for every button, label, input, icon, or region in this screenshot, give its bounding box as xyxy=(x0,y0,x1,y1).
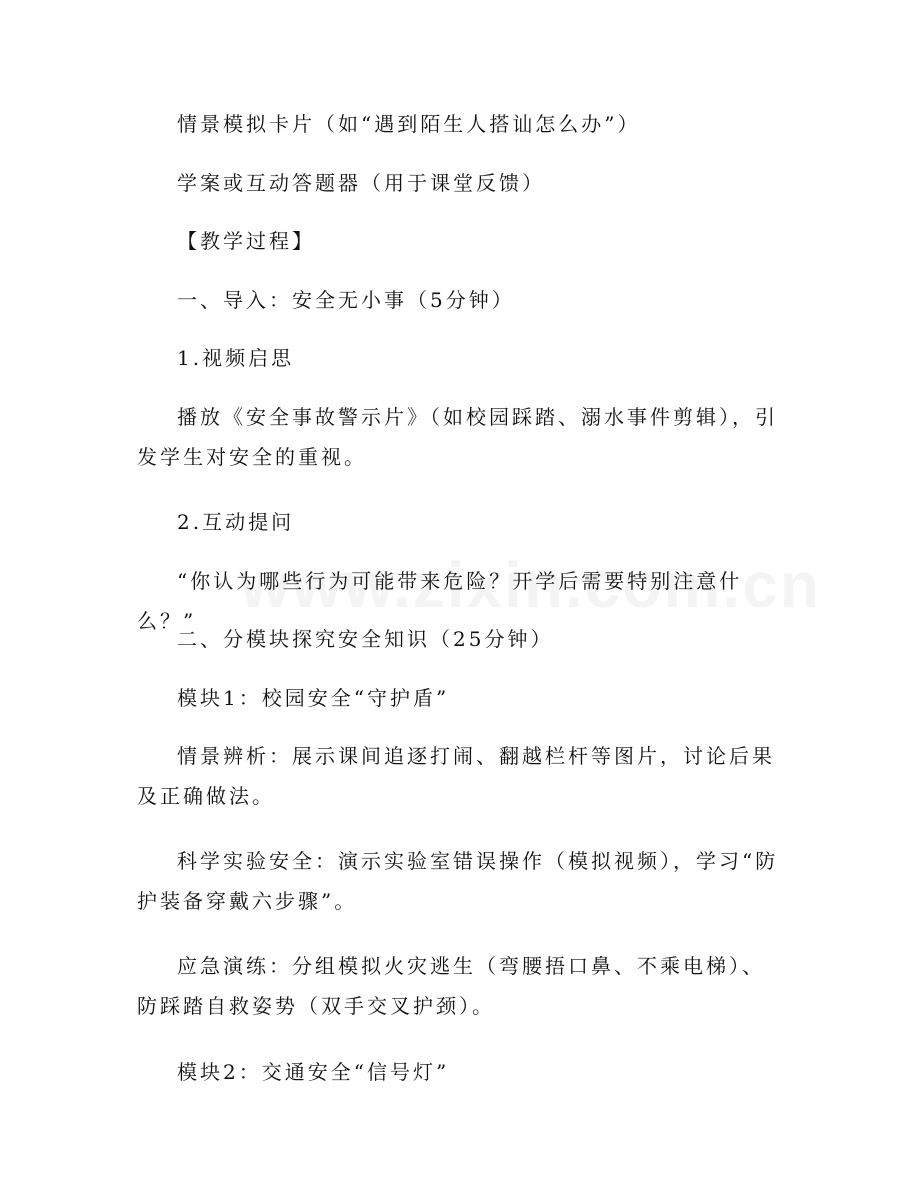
step-question-heading: 2.互动提问 xyxy=(177,510,295,534)
scenario-analysis: 情景辨析：展示课间追逐打闹、翻越栏杆等图片，讨论后果及正确做法。 xyxy=(137,744,775,808)
video-description: 播放《安全事故警示片》（如校园踩踏、溺水事件剪辑），引发学生对安全的重视。 xyxy=(137,405,778,469)
question-text: “你认为哪些行为可能带来危险？开学后需要特别注意什么？” xyxy=(137,569,743,633)
step-video-heading: 1.视频启思 xyxy=(177,346,295,370)
part-one-heading: 一、导入：安全无小事（5分钟） xyxy=(177,288,515,312)
section-heading-teaching-process: 【教学过程】 xyxy=(177,229,315,253)
materials-scenario-cards: 情景模拟卡片（如“遇到陌生人搭讪怎么办”） xyxy=(177,112,641,136)
emergency-drill: 应急演练：分组模拟火灾逃生（弯腰捂口鼻、不乘电梯）、防踩踏自救姿势（双手交叉护颈）。 xyxy=(137,954,765,1018)
module-two-heading: 模块2：交通安全“信号灯” xyxy=(177,1060,450,1084)
part-two-heading: 二、分模块探究安全知识（25分钟） xyxy=(177,627,554,651)
module-one-heading: 模块1：校园安全“守护盾” xyxy=(177,686,450,710)
lab-safety: 科学实验安全：演示实验室错误操作（模拟视频），学习“防护装备穿戴六步骤”。 xyxy=(137,849,779,913)
materials-answer-device: 学案或互动答题器（用于课堂反馈） xyxy=(177,171,545,195)
